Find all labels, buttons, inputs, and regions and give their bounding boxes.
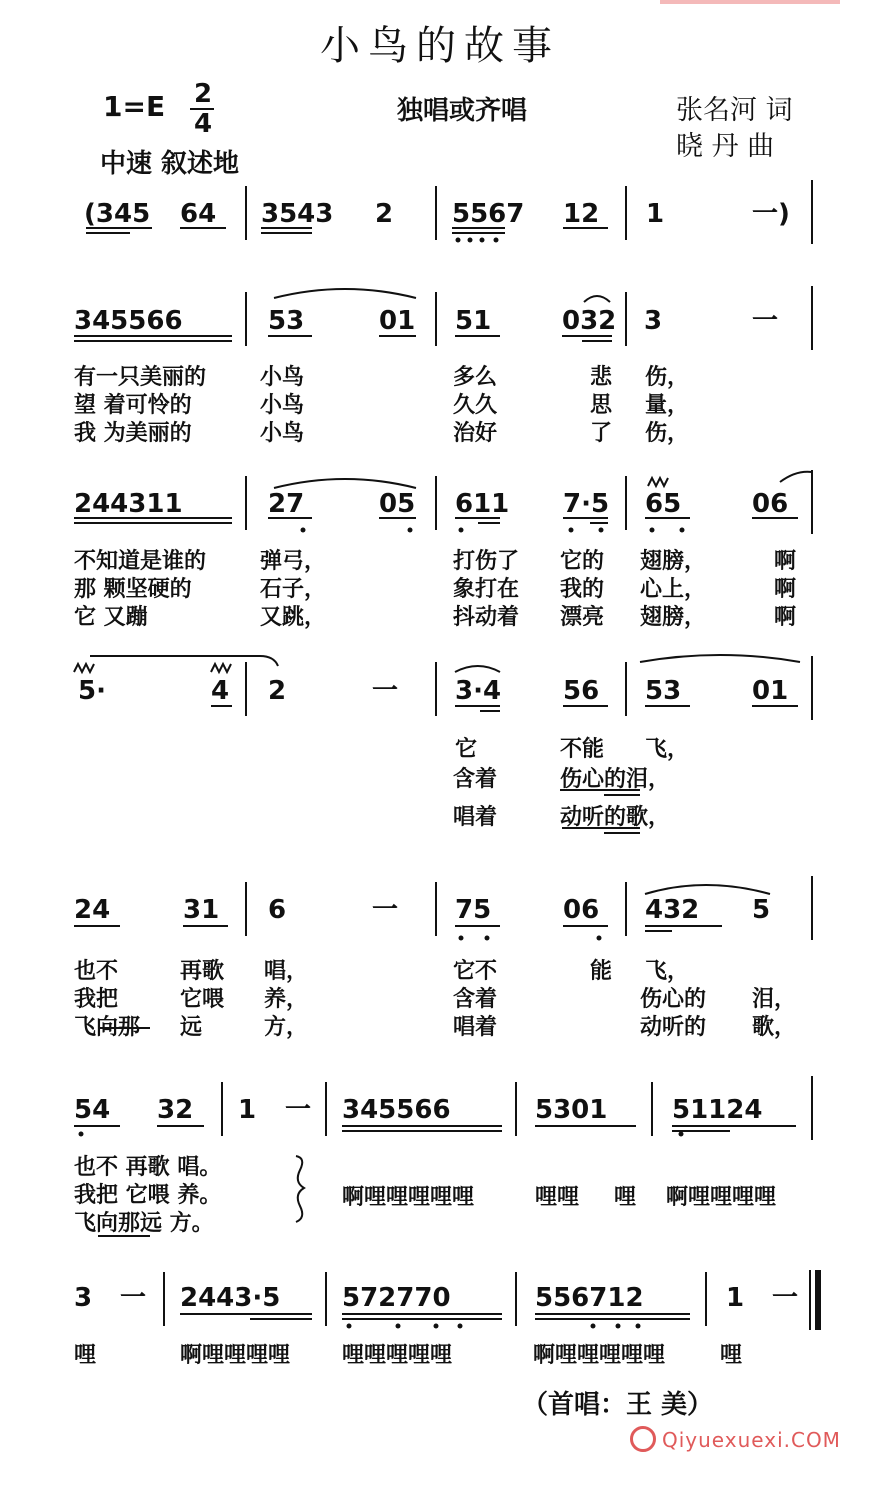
note-group: 01	[379, 306, 416, 336]
note-group: 53	[268, 306, 305, 336]
lyric-s3-v3-a: 它 又蹦	[74, 605, 148, 630]
lyric-s5-v1-e: 能	[590, 959, 613, 984]
lyric-s2-v2-b: 小鸟	[260, 393, 305, 418]
note-group: 05	[379, 489, 416, 519]
lyric-s7-b: 啊哩哩哩哩	[180, 1343, 291, 1368]
lyric-s7-c: 哩哩哩哩哩	[342, 1343, 453, 1368]
lyric-s3-v1-d: 它的	[560, 549, 605, 574]
note-group: 一	[752, 306, 779, 336]
note-group: 一	[372, 676, 399, 706]
note-group: 345566	[342, 1095, 451, 1125]
note-group: 345566	[74, 306, 183, 336]
lyricist-credit: 张名河 词	[676, 95, 793, 126]
lyric-s5-v1-f: 飞，	[645, 959, 690, 984]
lyric-s7-d: 啊哩哩哩哩哩	[533, 1343, 666, 1368]
note-group: 2	[268, 676, 287, 706]
note-group: 1	[646, 199, 665, 229]
note-group: 3	[74, 1283, 93, 1313]
lyric-s6-refrain-a: 啊哩哩哩哩哩	[342, 1185, 475, 1210]
note-group: 2	[375, 199, 394, 229]
lyric-s4-v3-b: 动听的歌，	[560, 805, 671, 830]
time-sig-bottom: 4	[193, 109, 213, 139]
lyric-s4-v2-a: 含着	[453, 767, 498, 792]
lyric-s2-v3-c: 治好	[453, 421, 498, 446]
lyric-s6-v3: 飞向那远 方。	[74, 1211, 214, 1236]
lyric-s3-v2-a: 那 颗坚硬的	[74, 577, 192, 602]
note-group: 32	[157, 1095, 194, 1125]
note-group: 一	[772, 1283, 799, 1313]
lyric-s2-v2-c: 久久	[453, 393, 498, 418]
lyric-s2-v1-a: 有一只美丽的	[74, 365, 207, 390]
lyric-s5-v3-a: 飞向那	[74, 1015, 141, 1040]
note-group: 31	[183, 895, 220, 925]
tempo-marking: 中速 叙述地	[100, 149, 240, 179]
note-group: 5	[752, 895, 771, 925]
lyric-s3-v1-c: 打伤了	[453, 549, 520, 574]
lyric-s4-v3-a: 唱着	[453, 805, 498, 830]
note-group: 一)	[752, 199, 790, 229]
note-group: 一	[120, 1283, 147, 1313]
key-signature: 1=E	[103, 90, 166, 123]
system-5	[74, 895, 770, 925]
note-group: 5567	[452, 199, 525, 229]
lyric-s2-v3-b: 小鸟	[260, 421, 305, 446]
lyric-s6-refrain-b: 哩哩	[535, 1185, 580, 1210]
note-group: 5301	[535, 1095, 608, 1125]
lyric-s6-refrain-d: 啊哩哩哩哩	[666, 1185, 777, 1210]
note-group: 12	[563, 199, 600, 229]
bar-lines	[164, 180, 812, 1330]
lyric-s3-v3-c: 抖动着	[453, 605, 520, 630]
lyric-s5-v3-e: 动听的	[640, 1015, 707, 1040]
lyric-s6-v1: 也不 再歌 唱。	[74, 1155, 222, 1180]
note-group: 432	[645, 895, 700, 925]
lyric-s3-v1-b: 弹弓，	[260, 549, 327, 574]
note-group: 54	[74, 1095, 111, 1125]
lyric-s3-v3-e: 翅膀，	[640, 605, 707, 630]
composer-credit: 晓 丹 曲	[676, 131, 775, 162]
note-group: 64	[180, 199, 217, 229]
note-group: 6	[268, 895, 287, 925]
lyric-s5-v2-f: 泪，	[752, 987, 797, 1012]
note-group: 3	[644, 306, 663, 336]
note-group: 7·5	[563, 489, 610, 519]
lyric-s2-v2-e: 量，	[645, 393, 690, 418]
note-group: 5·	[78, 676, 106, 706]
note-group: 一	[372, 895, 399, 925]
lyric-s2-v1-b: 小鸟	[260, 365, 305, 390]
note-group: 3543	[261, 199, 334, 229]
lyric-s2-v2-d: 思	[590, 393, 613, 418]
lyric-s5-v2-d: 含着	[453, 987, 498, 1012]
note-group: 556712	[535, 1283, 644, 1313]
lyric-s5-v3-b: 远	[180, 1015, 203, 1040]
performance-note: 独唱或齐唱	[397, 96, 528, 126]
lyric-brace	[296, 1156, 304, 1222]
lyric-s3-v2-f: 啊	[774, 577, 797, 602]
note-group: 1	[238, 1095, 257, 1125]
lyric-s5-v1-d: 它不	[453, 959, 498, 984]
lyric-s6-refrain-c: 哩	[614, 1185, 637, 1210]
note-group: 24	[74, 895, 111, 925]
note-group: 1	[726, 1283, 745, 1313]
lyric-s5-v1-a: 也不	[74, 959, 119, 984]
lyric-s2-v3-d: 了	[590, 421, 613, 446]
lyric-s5-v3-f: 歌，	[752, 1015, 797, 1040]
note-group: 65	[645, 489, 682, 519]
lyric-s3-v3-d: 漂亮	[560, 605, 605, 630]
note-group: 06	[563, 895, 600, 925]
note-group: 2443·5	[180, 1283, 281, 1313]
note-group: 06	[752, 489, 789, 519]
lyric-s7-a: 哩	[74, 1343, 97, 1368]
system-6	[74, 1095, 762, 1125]
lyric-s4-v1-a: 它	[455, 737, 478, 762]
lyric-s3-v1-a: 不知道是谁的	[74, 549, 207, 574]
lyric-s3-v2-c: 象打在	[453, 577, 520, 602]
song-title: 小鸟的故事	[320, 23, 560, 69]
lyric-s3-v3-f: 啊	[774, 605, 797, 630]
note-group: 611	[455, 489, 510, 519]
lyric-s3-v1-f: 啊	[774, 549, 797, 574]
lyric-s5-v3-c: 方，	[264, 1015, 309, 1040]
note-group: 01	[752, 676, 789, 706]
lyric-s5-v1-c: 唱，	[264, 959, 309, 984]
lyric-s3-v2-e: 心上，	[640, 577, 707, 602]
note-group: 51	[455, 306, 492, 336]
lyric-s4-v2-b: 伤心的泪，	[560, 767, 671, 792]
lyric-s6-v2: 我把 它喂 养。	[74, 1183, 222, 1208]
lyric-s2-v1-e: 伤，	[645, 365, 690, 390]
lyric-s2-v1-c: 多么	[453, 365, 498, 390]
note-group: 56	[563, 676, 600, 706]
lyric-s5-v2-c: 养，	[264, 987, 309, 1012]
note-group: 244311	[74, 489, 183, 519]
watermark-text: Qiyuexuexi.COM	[662, 1428, 841, 1452]
lyric-s5-v1-b: 再歌	[180, 959, 225, 984]
note-group: 75	[455, 895, 492, 925]
lyric-s3-v1-e: 翅膀，	[640, 549, 707, 574]
system-2	[74, 306, 778, 336]
note-group: 一	[285, 1095, 312, 1125]
system-3	[74, 489, 788, 519]
lyric-s3-v2-b: 石子，	[260, 577, 327, 602]
lyric-s4-v1-b: 不能	[560, 737, 605, 762]
note-group: 572770	[342, 1283, 451, 1313]
lyric-s5-v2-e: 伤心的	[640, 987, 707, 1012]
lyric-s4-v1-c: 飞，	[645, 737, 690, 762]
note-group: 53	[645, 676, 682, 706]
performer-credit: （首唱：王 美）	[522, 1390, 714, 1420]
note-group: 4	[211, 676, 230, 706]
lyric-s2-v1-d: 悲	[590, 365, 613, 390]
note-group: 032	[562, 306, 617, 336]
lyric-s5-v2-b: 它喂	[180, 987, 225, 1012]
lyric-s2-v3-a: 我 为美丽的	[74, 421, 192, 446]
system-7	[74, 1283, 798, 1313]
lyric-s2-v3-e: 伤，	[645, 421, 690, 446]
lyric-s7-e: 哩	[720, 1343, 743, 1368]
lyric-s5-v2-a: 我把	[74, 987, 119, 1012]
watermark-logo-icon	[630, 1426, 656, 1452]
note-group: (345	[84, 199, 151, 229]
time-sig-top: 2	[193, 79, 213, 109]
lyric-s3-v3-b: 又跳，	[260, 605, 327, 630]
lyric-s3-v2-d: 我的	[560, 577, 605, 602]
note-group: 51124	[672, 1095, 763, 1125]
system-4	[78, 676, 788, 706]
lyric-s2-v2-a: 望 着可怜的	[74, 393, 192, 418]
note-group: 3·4	[455, 676, 502, 706]
note-group: 27	[268, 489, 305, 519]
lyric-s5-v3-d: 唱着	[453, 1015, 498, 1040]
